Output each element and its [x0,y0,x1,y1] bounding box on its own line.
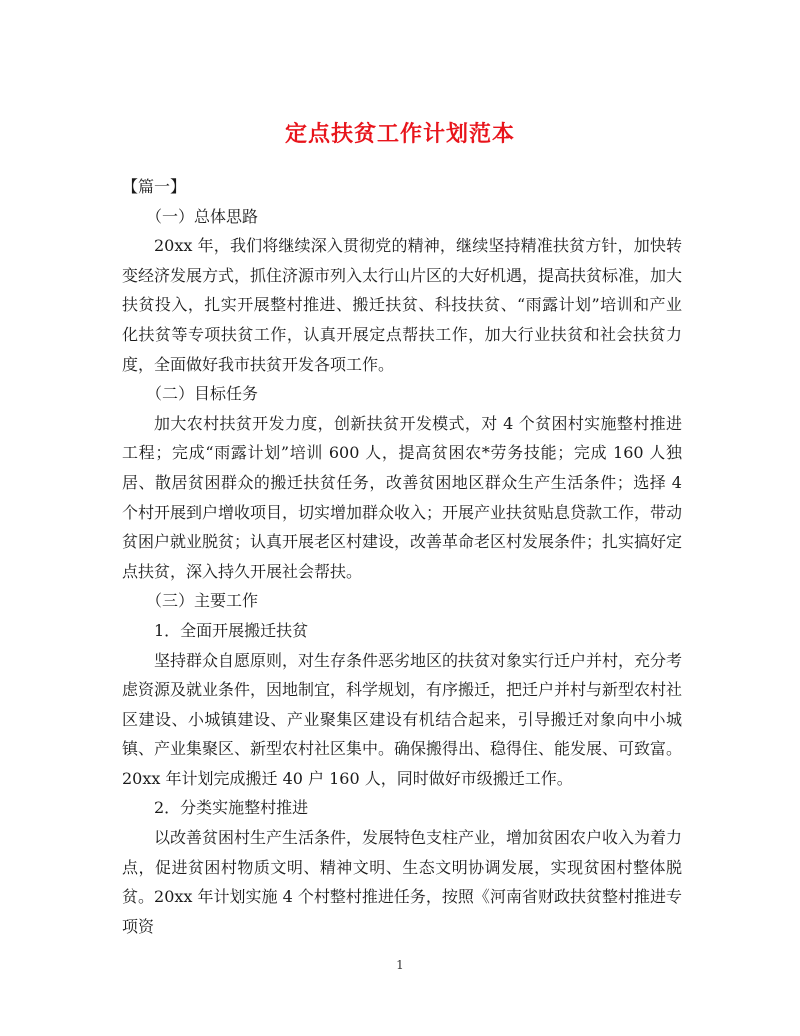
document-title: 定点扶贫工作计划范本 [284,120,515,147]
paragraph-target-tasks: 加大农村扶贫开发力度，创新扶贫开发模式，对 4 个贫困村实施整村推进工程；完成“雨露计划”培训 600 人，提高贫困农*劳务技能；完成 160 人独居、散居贫困群众的搬迁扶贫任务，改善贫困地区群众生产生活条件；选择 4 个村开展到户增收项目，切实增加群众收入；开展产业扶贫贴息贷款工作，带动贫困户就业脱贫；认真开展老区村建设，改善革命老区村发展条件；扎实搞好定点扶贫，深入持久开展社会帮扶。 [122,413,683,581]
page-number: 1 [396,958,404,972]
subheading-village-advance: 2．分类实施整村推进 [154,798,309,818]
heading-target-tasks: （二）目标任务 [146,384,259,404]
section-label: 【篇一】 [122,177,187,196]
paragraph-village-advance: 以改善贫困村生产生活条件，发展特色支柱产业，增加贫困农户收入为着力点，促进贫困村物质文明、精神文明、生态文明协调发展，实现贫困村整体脱贫。20xx 年计划实施 4 个村整村推进任务，按照《河南省财政扶贫整村推进专项资 [122,828,683,936]
heading-main-work: （三）主要工作 [146,591,259,611]
document-body [122,172,682,941]
subheading-relocation: 1．全面开展搬迁扶贫 [154,620,309,640]
heading-overall-approach: （一）总体思路 [146,206,259,226]
paragraph-overall-approach: 20xx 年，我们将继续深入贯彻党的精神，继续坚持精准扶贫方针，加快转变经济发展方式，抓住济源市列入太行山片区的大好机遇，提高扶贫标准，加大扶贫投入，扎实开展整村推进、搬迁扶贫、科技扶贫、“雨露计划”培训和产业化扶贫等专项扶贫工作，认真开展定点帮扶工作，加大行业扶贫和社会扶贫力度，全面做好我市扶贫开发各项工作。 [122,236,683,374]
paragraph-relocation-plan: 20xx 年计划完成搬迁 40 户 160 人，同时做好市级搬迁工作。 [122,768,573,788]
paragraph-relocation: 坚持群众自愿原则，对生存条件恶劣地区的扶贫对象实行迁户并村，充分考虑资源及就业条件，因地制宜，科学规划，有序搬迁，把迁户并村与新型农村社区建设、小城镇建设、产业聚集区建设有机结合起来，引导搬迁对象向中小城镇、产业集聚区、新型农村社区集中。确保搬得出、稳得住、能发展、可致富。 [122,650,683,759]
